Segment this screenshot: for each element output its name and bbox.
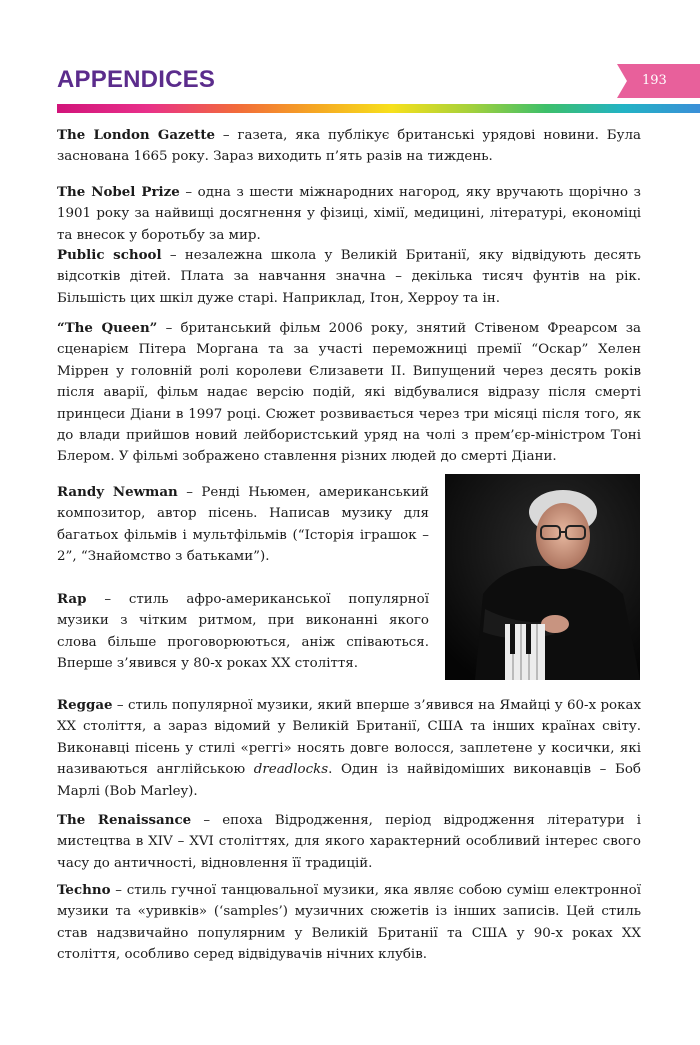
entry-techno [57, 880, 641, 966]
entry-text: – британський фільм 2006 року, знятий Стівеном Фреарсом за сценарієм Пітера Моргана та за участі переможниці премії “Оскар” Хелен Міррен у головній ролі королеви Єлизавети II. Випущений через десять років після аварії, фільм надає версію подій, які відбувалися відразу після смерті принцеси Діани в 1997 році. Сюжет розвивається через три місяці після того, як до влади прийшов новий лейбористський уряд на чолі з прем’єр-міністром Тоні Блером. У фільмі зображено ставлення різних людей до смерті Діани. [57, 321, 641, 465]
entry-term: Public school [57, 247, 162, 263]
entry-term: Techno [57, 882, 111, 898]
entry-text: – газета, яка публікує британські урядові новини. Була заснована 1665 року. Зараз виходить п’ять разів на тиждень. [57, 128, 641, 165]
entry-text: – Ренді Ньюмен, американський композитор, автор пісень. Написав музику для багатьох фільмів і мультфільмів (“Історія іграшок – 2”, “Знайомство з батьками”). [57, 485, 429, 565]
entry-term: Randy Newman [57, 484, 178, 500]
portrait-image [445, 474, 640, 680]
entry-term: The Nobel Prize [57, 184, 180, 200]
page-number: 193 [642, 73, 667, 88]
entry-randy-newman [57, 482, 429, 568]
photo-randy-newman [445, 474, 640, 680]
entry-rap [57, 589, 429, 675]
entry-renaissance [57, 810, 641, 874]
section-title: APPENDICES [57, 66, 216, 93]
entry-italic-term: dreadlocks [253, 762, 329, 778]
entry-term: The London Gazette [57, 127, 216, 143]
entry-text: – стиль гучної танцювальної музики, яка являє собою суміш електронної музики та «уривків» (‘samples’) музичних сюжетів із інших записів. Цей стиль став надзвичайно популярним у Великій Британії та США у 90-х роках XX століття, особливо серед відвідувачів нічних клубів. [57, 883, 641, 963]
entry-term: The Renaissance [57, 812, 192, 828]
entry-term: Reggae [57, 697, 113, 713]
entry-term: Rap [57, 591, 87, 607]
entry-text: – незалежна школа у Великій Британії, яку відвідують десять відсотків дітей. Плата за навчання значна – декілька тисяч фунтів на рік. Більшість цих шкіл дуже старі. Наприклад, Ітон, Херроу та ін. [57, 248, 641, 306]
entry-nobel-prize [57, 182, 641, 246]
entry-text: – стиль популярної музики, який вперше з’явився на Ямайці у 60-х роках XX століття, а зараз відомий у Великій Британії, США та інших країнах світу. Виконавці пісень у стилі «реггі» носять довге волосся, заплетене у косички, які називаються англійською [57, 698, 641, 778]
piano-keys [505, 624, 545, 680]
entry-reggae [57, 695, 641, 802]
entry-term: “The Queen” [57, 320, 158, 336]
entry-text: – епоха Відродження, період відродження літератури і мистецтва в XIV – XVI століттях, для якого характерний особливий інтерес свого часу до античності, відновлення її традицій. [57, 813, 641, 871]
entry-text: – одна з шести міжнародних нагород, яку вручають щорічно з 1901 року за найвищі досягнення у фізиці, хімії, медицині, літературі, економіці та внесок у боротьбу за мир. [57, 185, 641, 243]
entry-text: – стиль афро-американської популярної музики з чітким ритмом, при виконанні якого слова більше проговорюються, аніж співаються. Вперше з’явився у 80-х роках XX століття. [57, 592, 429, 672]
entry-public-school [57, 245, 641, 309]
rainbow-divider [57, 104, 700, 113]
entry-london-gazette [57, 125, 641, 168]
entry-the-queen [57, 318, 641, 468]
entry-text: . Один із найвідоміших виконавців – Боб Марлі (Bob Marley). [57, 762, 641, 799]
